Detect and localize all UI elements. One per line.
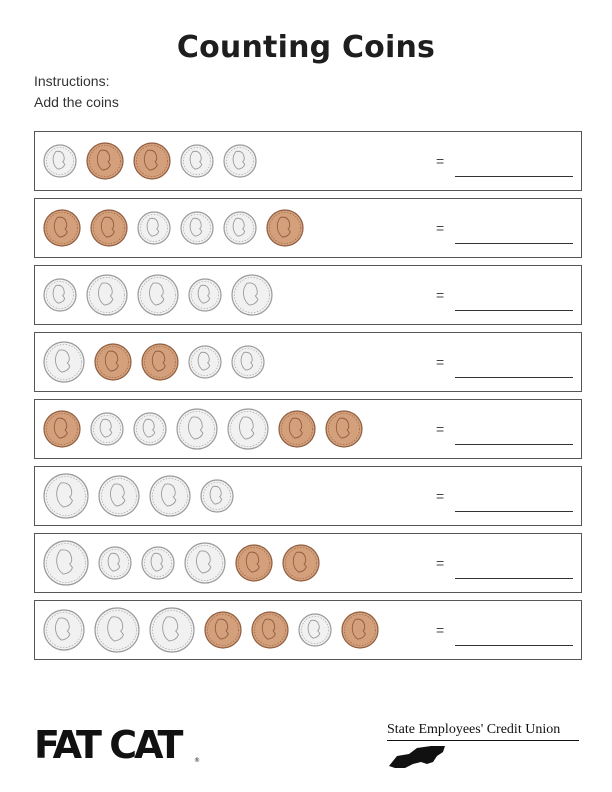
penny-coin-icon — [204, 611, 242, 649]
equals-sign: = — [436, 622, 445, 638]
coin-group — [43, 266, 273, 324]
coin-problem-row — [34, 131, 582, 191]
nickel-coin-icon — [231, 274, 273, 316]
answer-blank[interactable] — [455, 243, 573, 244]
nickel-coin-icon — [86, 274, 128, 316]
coin-problem-row — [34, 533, 582, 593]
equals-sign: = — [436, 488, 445, 504]
nickel-coin-icon — [137, 274, 179, 316]
coin-problem-row — [34, 466, 582, 526]
quarter-coin-icon — [149, 607, 195, 653]
quarter-coin-icon — [43, 540, 89, 586]
coin-problems — [34, 131, 582, 667]
equals-sign: = — [436, 555, 445, 571]
answer-blank[interactable] — [455, 511, 573, 512]
dime-coin-icon — [180, 211, 214, 245]
penny-coin-icon — [266, 209, 304, 247]
nickel-coin-icon — [176, 408, 218, 450]
nickel-coin-icon — [43, 609, 85, 651]
dime-coin-icon — [90, 412, 124, 446]
dime-coin-icon — [188, 345, 222, 379]
penny-coin-icon — [90, 209, 128, 247]
coin-group — [43, 333, 265, 391]
coin-problem-row — [34, 198, 582, 258]
dime-coin-icon — [298, 613, 332, 647]
secu-logo-rule — [387, 740, 579, 741]
equals-sign: = — [436, 220, 445, 236]
equals-sign: = — [436, 153, 445, 169]
dime-coin-icon — [188, 278, 222, 312]
answer-blank[interactable] — [455, 645, 573, 646]
coin-problem-row — [34, 600, 582, 660]
dime-coin-icon — [223, 211, 257, 245]
penny-coin-icon — [282, 544, 320, 582]
secu-logo-text: State Employees' Credit Union — [387, 722, 561, 737]
penny-coin-icon — [86, 142, 124, 180]
coin-group — [43, 601, 379, 659]
answer-blank[interactable] — [455, 444, 573, 445]
answer-blank[interactable] — [455, 377, 573, 378]
svg-text:®: ® — [194, 757, 200, 764]
fat-cat-logo-text: FAT CAT — [34, 724, 181, 764]
quarter-coin-icon — [43, 473, 89, 519]
coin-problem-row — [34, 399, 582, 459]
answer-blank[interactable] — [455, 578, 573, 579]
equals-sign: = — [436, 354, 445, 370]
coin-group — [43, 199, 304, 257]
dime-coin-icon — [200, 479, 234, 513]
coin-group — [43, 400, 363, 458]
nickel-coin-icon — [43, 341, 85, 383]
fat-cat-logo-mark — [34, 724, 204, 764]
penny-coin-icon — [133, 142, 171, 180]
nickel-coin-icon — [227, 408, 269, 450]
penny-coin-icon — [94, 343, 132, 381]
dime-coin-icon — [223, 144, 257, 178]
dime-coin-icon — [133, 412, 167, 446]
page-title: Counting Coins — [176, 30, 436, 65]
penny-coin-icon — [43, 410, 81, 448]
coin-group — [43, 467, 234, 525]
answer-blank[interactable] — [455, 176, 573, 177]
coin-problem-row — [34, 332, 582, 392]
answer-blank[interactable] — [455, 310, 573, 311]
nickel-coin-icon — [184, 542, 226, 584]
penny-coin-icon — [278, 410, 316, 448]
dime-coin-icon — [141, 546, 175, 580]
coin-group — [43, 534, 320, 592]
fat-cat-logo — [34, 724, 204, 764]
penny-coin-icon — [325, 410, 363, 448]
nickel-coin-icon — [98, 475, 140, 517]
penny-coin-icon — [341, 611, 379, 649]
penny-coin-icon — [235, 544, 273, 582]
dime-coin-icon — [180, 144, 214, 178]
penny-coin-icon — [251, 611, 289, 649]
coin-group — [43, 132, 257, 190]
dime-coin-icon — [98, 546, 132, 580]
instructions — [34, 71, 119, 113]
instructions-label: Instructions: — [34, 73, 110, 89]
dime-coin-icon — [43, 144, 77, 178]
secu-logo — [383, 720, 583, 772]
quarter-coin-icon — [94, 607, 140, 653]
nickel-coin-icon — [149, 475, 191, 517]
north-carolina-icon — [387, 744, 447, 770]
equals-sign: = — [436, 287, 445, 303]
dime-coin-icon — [137, 211, 171, 245]
instructions-text: Add the coins — [34, 94, 119, 110]
dime-coin-icon — [231, 345, 265, 379]
equals-sign: = — [436, 421, 445, 437]
penny-coin-icon — [141, 343, 179, 381]
coin-problem-row — [34, 265, 582, 325]
penny-coin-icon — [43, 209, 81, 247]
dime-coin-icon — [43, 278, 77, 312]
